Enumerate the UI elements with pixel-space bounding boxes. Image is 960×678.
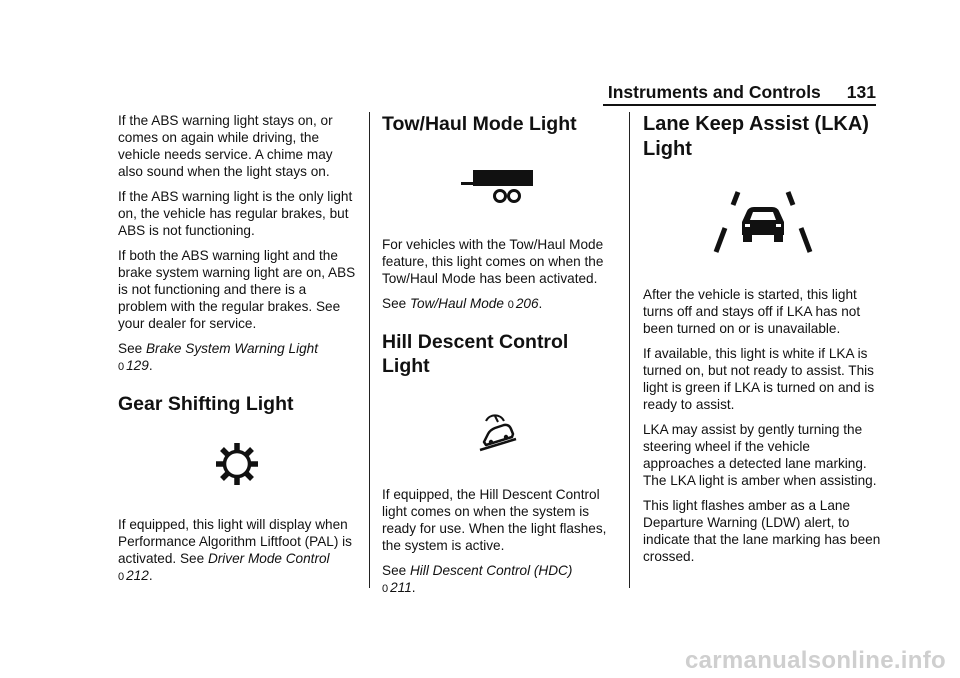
column-divider <box>629 112 630 588</box>
cross-reference: See Brake System Warning Light 0 129. <box>118 341 318 373</box>
paragraph: If the ABS warning light is the only light on, the vehicle has regular brakes, but ABS is not functioning. <box>118 189 353 238</box>
hill-descent-icon <box>382 412 614 452</box>
section-heading: Tow/Haul Mode Light <box>382 113 577 135</box>
page-ref-glyph: 0 <box>118 361 125 373</box>
watermark: carmanualsonline.info <box>684 647 946 674</box>
header-rule <box>603 104 876 106</box>
xref-link[interactable]: Tow/Haul Mode <box>409 296 504 311</box>
page-ref-glyph: 0 <box>507 299 514 311</box>
section-heading: Lane Keep Assist (LKA) Light <box>643 113 869 160</box>
cross-reference: See Tow/Haul Mode 0 206. <box>382 296 543 311</box>
lane-keep-assist-icon <box>643 190 883 254</box>
page-number: 131 <box>846 82 876 102</box>
page-ref-glyph: 0 <box>382 583 389 595</box>
xref-link[interactable]: Hill Descent Control (HDC) <box>409 563 573 578</box>
section-heading: Gear Shifting Light <box>118 393 294 415</box>
section-title: Instruments and Controls <box>607 82 821 102</box>
column-1 <box>118 112 356 594</box>
xref-page[interactable]: 211 <box>390 580 412 595</box>
section-heading: Hill Descent Control Light <box>382 331 569 377</box>
xref-link[interactable]: Brake System Warning Light <box>145 341 318 356</box>
trailer-icon <box>382 170 614 206</box>
paragraph: If both the ABS warning light and the brake system warning light are on, ABS is not functioning and there is a problem with the regular brakes. See your dealer for service. <box>118 248 356 331</box>
xref-page[interactable]: 129 <box>126 358 149 373</box>
column-divider <box>369 112 370 588</box>
column-3 <box>643 112 883 573</box>
cross-reference: See Hill Descent Control (HDC) 0 211. <box>382 563 573 595</box>
gear-shift-light-icon <box>118 442 356 486</box>
paragraph: If equipped, this light will display when Performance Algorithm Liftfoot (PAL) is activated. See Driver Mode Control 0 212. <box>118 517 352 583</box>
paragraph: If available, this light is white if LKA is turned on, but not ready to assist. This light is green if LKA is turned on and is ready to assist. <box>643 346 875 412</box>
paragraph: This light flashes amber as a Lane Departure Warning (LDW) alert, to indicate that the lane marking has been crossed. <box>643 498 881 564</box>
paragraph: After the vehicle is started, this light turns off and stays off if LKA has not been turned on or is unavailable. <box>643 287 861 336</box>
xref-page[interactable]: 206 <box>515 296 539 311</box>
xref-link[interactable]: Driver Mode Control <box>207 551 330 566</box>
paragraph: LKA may assist by gently turning the steering wheel if the vehicle approaches a detected lane marking. The LKA light is amber when assisting. <box>643 422 877 488</box>
page-ref-glyph: 0 <box>118 571 125 583</box>
paragraph: If the ABS warning light stays on, or comes on again while driving, the vehicle needs service. A chime may also sound when the light stays on. <box>118 113 333 179</box>
page-header <box>600 82 876 106</box>
paragraph: If equipped, the Hill Descent Control light comes on when the system is ready for use. When the light flashes, the system is active. <box>382 487 607 553</box>
column-2 <box>382 112 614 606</box>
paragraph: For vehicles with the Tow/Haul Mode feature, this light comes on when the Tow/Haul Mode has been activated. <box>382 237 604 286</box>
xref-page[interactable]: 212 <box>126 568 149 583</box>
